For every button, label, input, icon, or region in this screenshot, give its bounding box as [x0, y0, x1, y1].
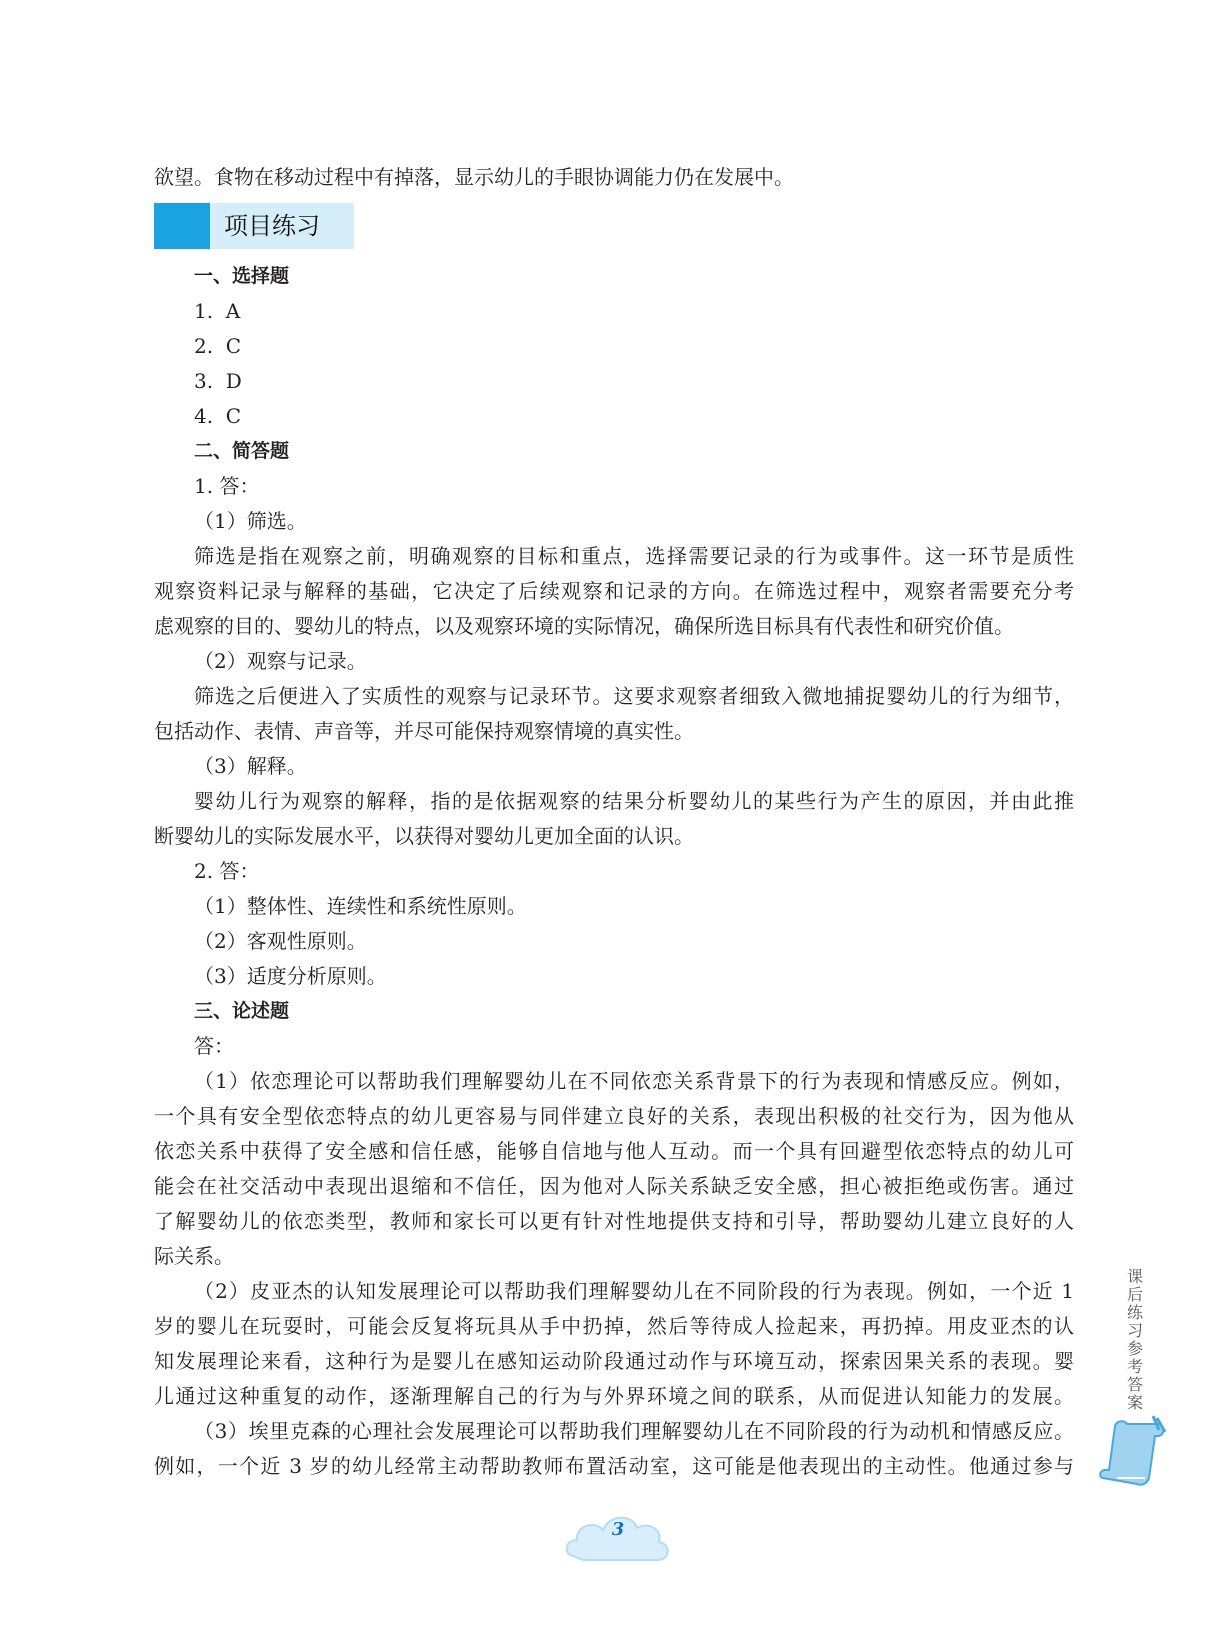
part3-answer-label: 答： — [194, 1034, 234, 1058]
side-tab-label — [1120, 1268, 1150, 1412]
section-banner — [154, 203, 354, 249]
part1-heading: 一、选择题 — [194, 265, 290, 287]
paragraph-line: 筛选是指在观察之前，明确观察的目标和重点，选择需要记录的行为或事件。这一环节是质性 — [194, 544, 1074, 568]
side-tab-char: 习 — [1126, 1321, 1143, 1340]
side-tab-char: 参 — [1126, 1339, 1143, 1358]
q1-point1-title: （1）筛选。 — [194, 509, 307, 533]
paragraph-line: 筛选之后便进入了实质性的观察与记录环节。这要求观察者细致入微地捕捉婴幼儿的行为细节， — [194, 684, 1074, 708]
q1-point3-title: （3）解释。 — [194, 754, 307, 778]
banner-accent-bar — [154, 203, 210, 249]
paragraph-line: （1）依恋理论可以帮助我们理解婴幼儿在不同依恋关系背景下的行为表现和情感反应。例如， — [194, 1069, 1074, 1093]
paragraph-line: 包括动作、表情、声音等，并尽可能保持观察情境的真实性。 — [154, 719, 694, 743]
paragraph-line: 际关系。 — [154, 1244, 234, 1268]
paragraph-line: 能会在社交活动中表现出退缩和不信任，因为他对人际关系缺乏安全感，担心被拒绝或伤害。通过 — [154, 1174, 1074, 1198]
side-tab-char: 课 — [1126, 1267, 1143, 1286]
paragraph-line: 知发展理论来看，这种行为是婴儿在感知运动阶段通过动作与环境互动，探索因果关系的表现。婴 — [154, 1349, 1074, 1373]
lead-line: 欲望。食物在移动过程中有掉落，显示幼儿的手眼协调能力仍在发展中。 — [154, 165, 794, 189]
part2-heading: 二、简答题 — [194, 440, 290, 462]
paragraph-line: （3）埃里克森的心理社会发展理论可以帮助我们理解婴幼儿在不同阶段的行为动机和情感反应。 — [194, 1419, 1074, 1443]
paragraph-line: （2）皮亚杰的认知发展理论可以帮助我们理解婴幼儿在不同阶段的行为表现。例如，一个近 1 — [194, 1279, 1074, 1303]
scroll-icon — [1095, 1412, 1175, 1492]
q1-label: 1. 答： — [194, 474, 260, 498]
paragraph-line: 岁的婴儿在玩耍时，可能会反复将玩具从手中扔掉，然后等待成人捡起来，再扔掉。用皮亚杰的认 — [154, 1314, 1074, 1338]
side-tab-char: 答 — [1126, 1375, 1143, 1394]
choice-answer: 2. C — [194, 334, 242, 358]
paragraph-line: 观察资料记录与解释的基础，它决定了后续观察和记录的方向。在筛选过程中，观察者需要充分考 — [154, 579, 1074, 603]
choice-answer: 4. C — [194, 404, 242, 428]
q2-item: （1）整体性、连续性和系统性原则。 — [194, 894, 527, 918]
q2-item: （3）适度分析原则。 — [194, 964, 387, 988]
side-tab-char: 考 — [1126, 1357, 1143, 1376]
paragraph-line: 例如，一个近 3 岁的幼儿经常主动帮助教师布置活动室，这可能是他表现出的主动性。他通过参与 — [154, 1454, 1074, 1478]
paragraph-line: 虑观察的目的、婴幼儿的特点，以及观察环境的实际情况，确保所选目标具有代表性和研究价值。 — [154, 614, 1014, 638]
q2-item: （2）客观性原则。 — [194, 929, 367, 953]
paragraph-line: 儿通过这种重复的动作，逐渐理解自己的行为与外界环境之间的联系，从而促进认知能力的发展。 — [154, 1384, 1074, 1408]
paragraph-line: 了解婴幼儿的依恋类型，教师和家长可以更有针对性地提供支持和引导，帮助婴幼儿建立良好的人 — [154, 1209, 1074, 1233]
paragraph-line: 依恋关系中获得了安全感和信任感，能够自信地与他人互动。而一个具有回避型依恋特点的幼儿可 — [154, 1139, 1074, 1163]
paragraph-line: 断婴幼儿的实际发展水平，以获得对婴幼儿更加全面的认识。 — [154, 824, 694, 848]
page-content — [154, 160, 1074, 1484]
paragraph-line: 婴幼儿行为观察的解释，指的是依据观察的结果分析婴幼儿的某些行为产生的原因，并由此推 — [194, 789, 1074, 813]
page-number: 3 — [611, 1519, 625, 1540]
side-tab-char: 案 — [1126, 1393, 1143, 1412]
choice-answer: 3. D — [194, 369, 242, 393]
q2-label: 2. 答： — [194, 859, 260, 883]
part3-heading: 三、论述题 — [194, 1000, 290, 1022]
paragraph-line: 一个具有安全型依恋特点的幼儿更容易与同伴建立良好的关系，表现出积极的社交行为，因为他从 — [154, 1104, 1074, 1128]
choice-answer: 1. A — [194, 299, 241, 323]
side-tab-char: 后 — [1126, 1285, 1143, 1304]
q1-point2-title: （2）观察与记录。 — [194, 649, 367, 673]
section-title: 项目练习 — [224, 212, 320, 240]
side-tab-char: 练 — [1126, 1303, 1143, 1322]
